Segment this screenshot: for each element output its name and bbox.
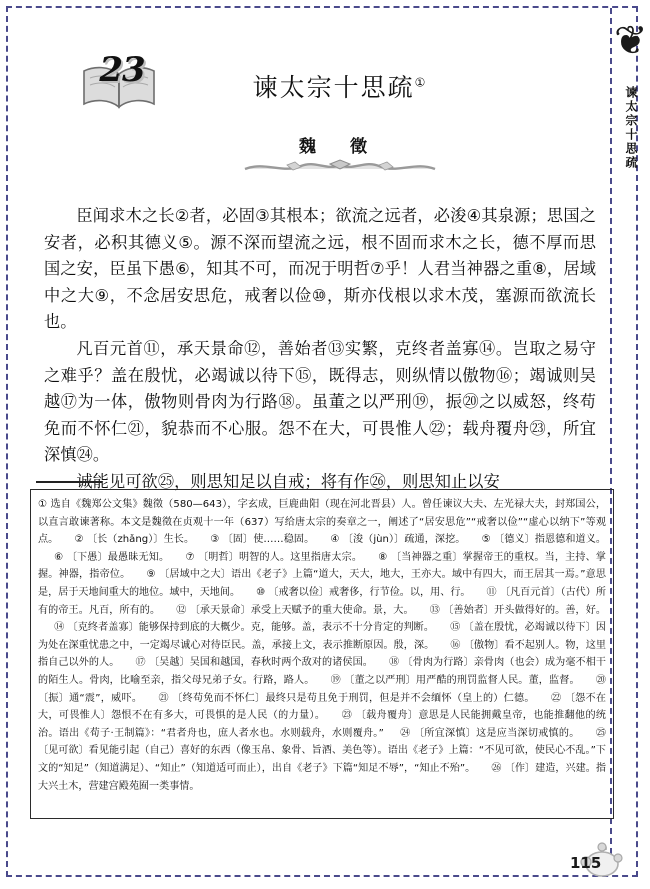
chapter-number: 23 bbox=[99, 50, 145, 90]
footnote-item: ⑰ 〔吴越〕吴国和越国，春秋时两个敌对的诸侯国。 bbox=[135, 657, 373, 669]
body-paragraph: 臣闻求木之长②者，必固③其根本；欲流之远者，必浚④其泉源；思国之安者，必积其德义⑤。源不深而望流之远，根不固而求木之长，德不厚而思国之安，臣虽下愚⑥，知其不可，而况于明哲⑦乎！人君当神器之重⑧，居域中之大⑨，不念居安思危，戒奢以俭⑩，斯亦伐根以求木茂，塞源而欲流长也。 bbox=[44, 206, 596, 332]
article-body bbox=[44, 203, 596, 496]
footnote-item: ㉕ 〔见可欲〕看见能引起（自己）喜好的东西（像玉帛、象骨、旨酒、美色等）。语出《老子》上篇：“不见可欲，使民心不乱。”下文的“知足”（知道满足）、“知止”（知道适可而止），出自《老子》下篇“知足不辱”，“知止不殆”。 bbox=[38, 727, 606, 774]
footnote-item: ⑪ 〔凡百元首〕（古代）所有的帝王。凡百，所有的。 bbox=[38, 586, 606, 616]
right-margin-column bbox=[612, 10, 648, 870]
footnote-item: ㉔ 〔所宜深慎〕这是应当深切戒慎的。 bbox=[399, 727, 580, 739]
footnote-separator-rule bbox=[36, 481, 102, 483]
author-name: 魏 徵 bbox=[299, 137, 381, 157]
footnote-item: ⑩ 〔戒奢以俭〕戒奢侈，行节俭。以，用、行。 bbox=[256, 586, 471, 598]
footnote-item: ㉑ 〔终苟免而不怀仁〕最终只是苟且免于刑罚，但是并不会缅怀（皇上的）仁德。 bbox=[158, 692, 535, 704]
page-number-block bbox=[566, 846, 642, 882]
footnote-item: ⑳ 〔振〕通“震”，威吓。 bbox=[38, 674, 606, 704]
footnote-item: ⑥ 〔下愚〕最愚昧无知。 bbox=[54, 551, 170, 563]
footnote-item: ㉓ 〔载舟覆舟〕意思是人民能拥戴皇帝，也能推翻他的统治。语出《荀子·王制篇》：“君者舟也，庶人者水也。水则载舟，水则覆舟。” bbox=[38, 710, 606, 739]
footnote-item: ⑨ 〔居域中之大〕语出《老子》上篇“道大，天大，地大，王亦大。域中有四大，而王居其一焉。”意思是，居于天地间重大的地位。域中，天地间。 bbox=[38, 569, 607, 598]
chapter-badge bbox=[78, 52, 160, 114]
footnote-item: ⑯ 〔傲物〕看不起别人。物，这里指自己以外的人。 bbox=[38, 639, 606, 669]
footnote-item: ③ 〔固〕使……稳固。 bbox=[210, 534, 315, 546]
decorative-flourish-icon bbox=[235, 158, 445, 176]
footnote-item: ② 〔长（zhǎng）〕生长。 bbox=[74, 534, 195, 546]
footnote-item: ⑮ 〔盖在殷忧，必竭诚以待下〕因为处在深重忧患之中，一定竭尽诚心对待臣民。盖，承接上文，表示推断原因。殷，深。 bbox=[38, 622, 606, 651]
footnote-item: ⑬ 〔善始者〕开头做得好的。善，好。 bbox=[429, 604, 606, 616]
body-paragraph: 凡百元首⑪，承天景命⑫，善始者⑬实繁，克终者盖寡⑭。岂取之易守之难乎？盖在殷忧，必竭诚以待下⑮，既得志，则纵情以傲物⑯；竭诚则吴越⑰为一体，傲物则骨肉为行路⑱。虽董之以严刑⑲，振⑳之以威怒，终苟免而不怀仁㉑，貌恭而不心服。怨不在大，可畏惟人㉒；载舟覆舟㉓，所宜深慎㉔。 bbox=[44, 338, 596, 465]
footnotes-box bbox=[30, 489, 614, 819]
footnote-item: ⑧ 〔当神器之重〕掌握帝王的重权。当，主持、掌握。神器，指帝位。 bbox=[38, 551, 606, 581]
footnote-item: ㉖ 〔作〕建造，兴建。指大兴土木，营建宫殿苑囿一类事情。 bbox=[38, 762, 606, 792]
author-ornament-icon bbox=[225, 158, 455, 178]
page-title-text: 谏太宗十思疏 bbox=[252, 73, 415, 102]
footnote-item: ⑤ 〔德义〕指恩德和道义。 bbox=[481, 534, 606, 546]
page-title bbox=[190, 68, 490, 104]
footnote-item: ㉒ 〔怨不在大，可畏惟人〕怨恨不在有多大，可畏惧的是人民（的力量）。 bbox=[38, 692, 606, 722]
body-paragraph: 诚能见可欲㉕，则思知足以自戒；将有作㉖，则思知止以安 bbox=[76, 471, 500, 491]
footnote-item: ⑱ 〔骨肉为行路〕亲骨肉（也会）成为毫不相干的陌生人。骨肉，比喻至亲，指父母兄弟子女。行路，路人。 bbox=[38, 657, 606, 686]
page-title-note-ref: ① bbox=[414, 75, 428, 90]
footnote-item: ④ 〔浚（jùn）〕疏通，深挖。 bbox=[330, 534, 466, 546]
margin-vertical-title: 谏太宗十思疏 bbox=[624, 86, 638, 170]
footnote-item: ① 选自《魏郑公文集》魏徵（580—643），字玄成，巨鹿曲阳（现在河北晋县）人。曾任谏议大夫、左光禄大夫，封郑国公，以直言敢谏著称。本文是魏徵在贞观十一年（637）写给唐太宗的奏章之一，阐述了“居安思危”“戒奢以俭”“虚心以纳下”等观点。 bbox=[38, 499, 606, 546]
footnote-item: ⑦ 〔明哲〕明智的人。这里指唐太宗。 bbox=[185, 551, 363, 563]
footnote-item: ⑭ 〔克终者盖寡〕能够保持到底的大概少。克，能够。盖，表示不十分肯定的判断。 bbox=[54, 622, 434, 634]
footnote-item: ⑫ 〔承天景命〕承受上天赋予的重大使命。景，大。 bbox=[176, 604, 414, 616]
margin-ornament-icon: ❦ bbox=[614, 18, 648, 64]
footnote-item: ⑲ 〔董之以严刑〕用严酷的刑罚监督人民。董，监督。 bbox=[330, 674, 580, 686]
page-number: 115 bbox=[570, 854, 602, 872]
